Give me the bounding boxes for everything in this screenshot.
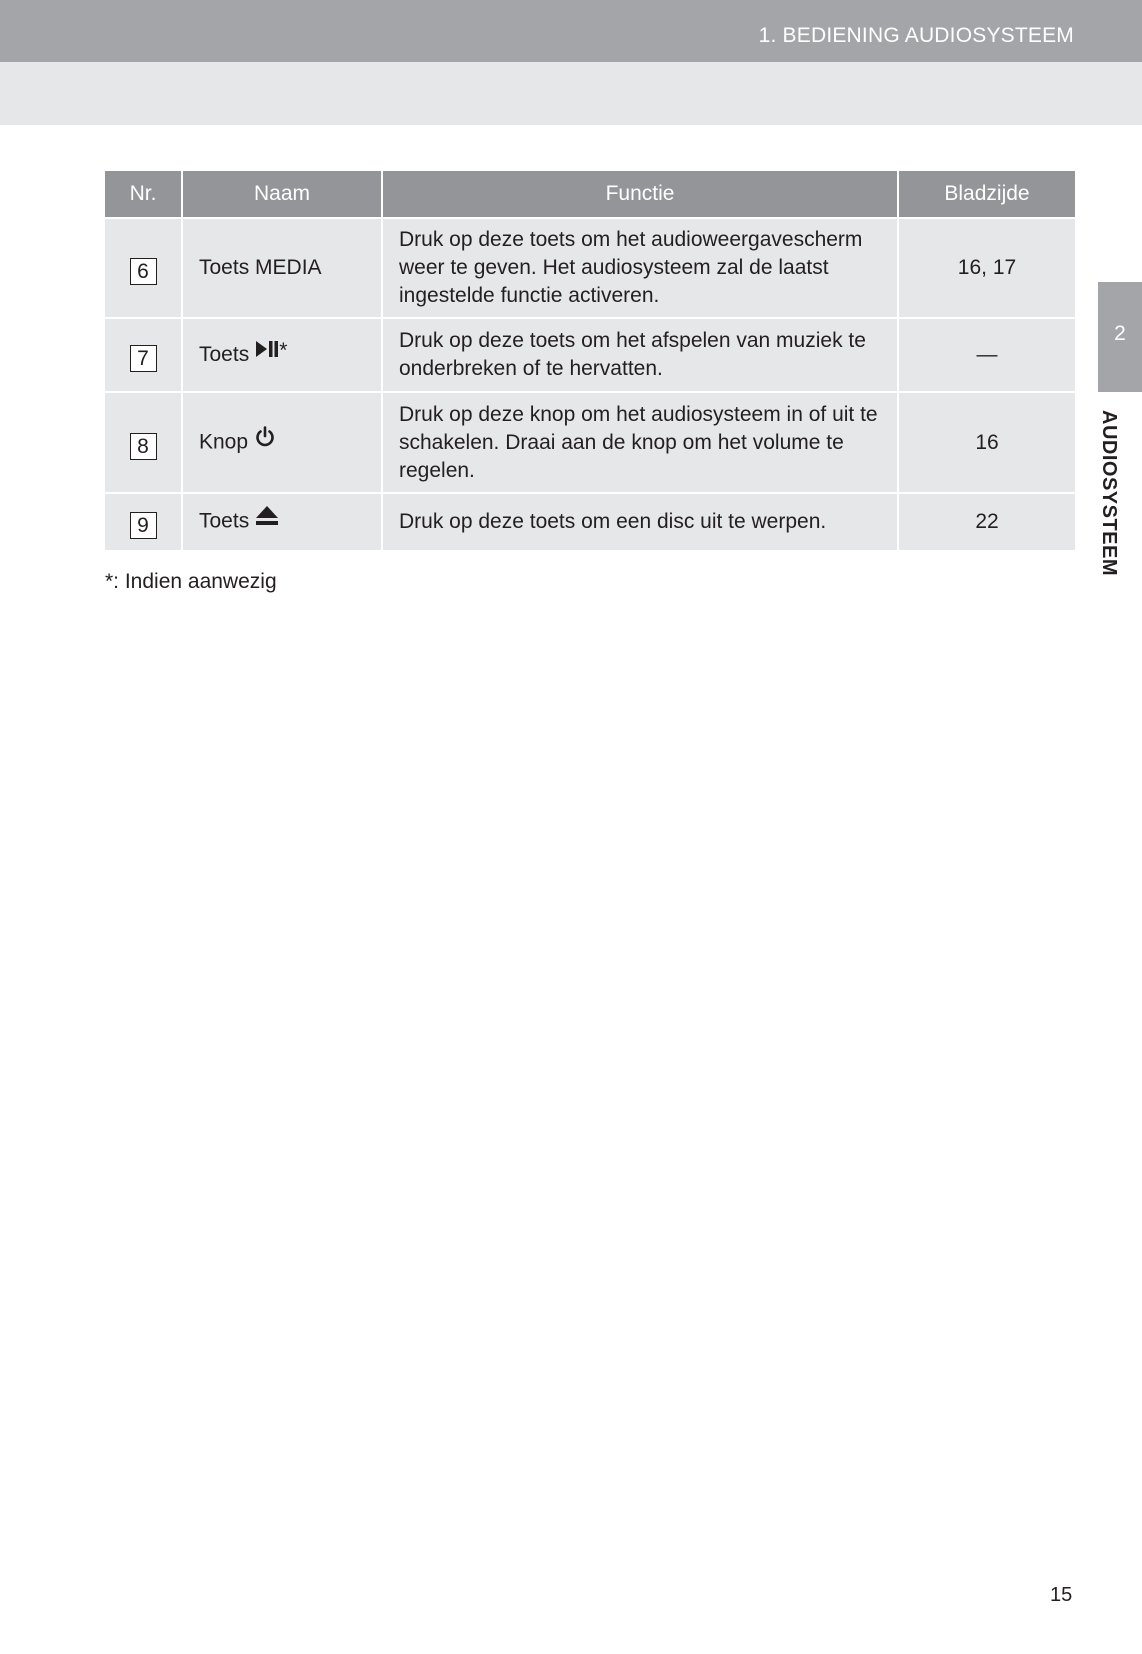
row-number: 6 — [130, 258, 157, 285]
row-name: Toets MEDIA — [199, 256, 322, 279]
row-function: Druk op deze toets om het audioweergavescherm weer te geven. Het audiosysteem zal de laatst ingestelde functie activeren. — [382, 218, 898, 318]
row-name-cell — [182, 318, 382, 392]
footnote: *: Indien aanwezig — [105, 570, 277, 593]
row-number-cell — [105, 218, 182, 318]
chapter-tab — [1098, 282, 1142, 392]
header-bar — [0, 0, 1142, 62]
col-header-function: Functie — [382, 171, 898, 218]
row-number: 9 — [130, 512, 157, 539]
power-icon — [254, 426, 276, 456]
row-name-cell — [182, 493, 382, 550]
table-header-row — [105, 171, 1075, 218]
row-name-suffix: * — [279, 338, 288, 362]
table-row — [105, 318, 1075, 392]
row-name-cell — [182, 218, 382, 318]
eject-icon — [255, 505, 279, 535]
row-name: Knop — [199, 430, 249, 454]
row-page: 16, 17 — [898, 218, 1075, 318]
row-page: 16 — [898, 392, 1075, 493]
function-table — [105, 171, 1075, 550]
chapter-number: 2 — [1114, 322, 1126, 345]
row-function: Druk op deze toets om een disc uit te werpen. — [382, 493, 898, 550]
col-header-nr: Nr. — [105, 171, 182, 218]
row-function: Druk op deze knop om het audiosysteem in of uit te schakelen. Draai aan de knop om het volume te regelen. — [382, 392, 898, 493]
table-row — [105, 392, 1075, 493]
col-header-name: Naam — [182, 171, 382, 218]
row-name-cell — [182, 392, 382, 493]
row-number: 8 — [130, 433, 157, 460]
row-number: 7 — [130, 345, 157, 372]
col-header-page: Bladzijde — [898, 171, 1075, 218]
row-number-cell — [105, 392, 182, 493]
table-row — [105, 493, 1075, 550]
row-name: Toets — [199, 342, 250, 366]
row-number-cell — [105, 493, 182, 550]
chapter-label: AUDIOSYSTEEM — [1098, 410, 1120, 577]
row-page: 22 — [898, 493, 1075, 550]
table-row — [105, 218, 1075, 318]
header-band — [0, 62, 1142, 125]
section-title: 1. BEDIENING AUDIOSYSTEEM — [758, 24, 1074, 47]
page-number: 15 — [1050, 1584, 1073, 1606]
row-function: Druk op deze toets om het afspelen van muziek te onderbreken of te hervatten. — [382, 318, 898, 392]
play-pause-icon — [255, 339, 279, 367]
row-name: Toets — [199, 509, 250, 533]
row-page: — — [898, 318, 1075, 392]
row-number-cell — [105, 318, 182, 392]
